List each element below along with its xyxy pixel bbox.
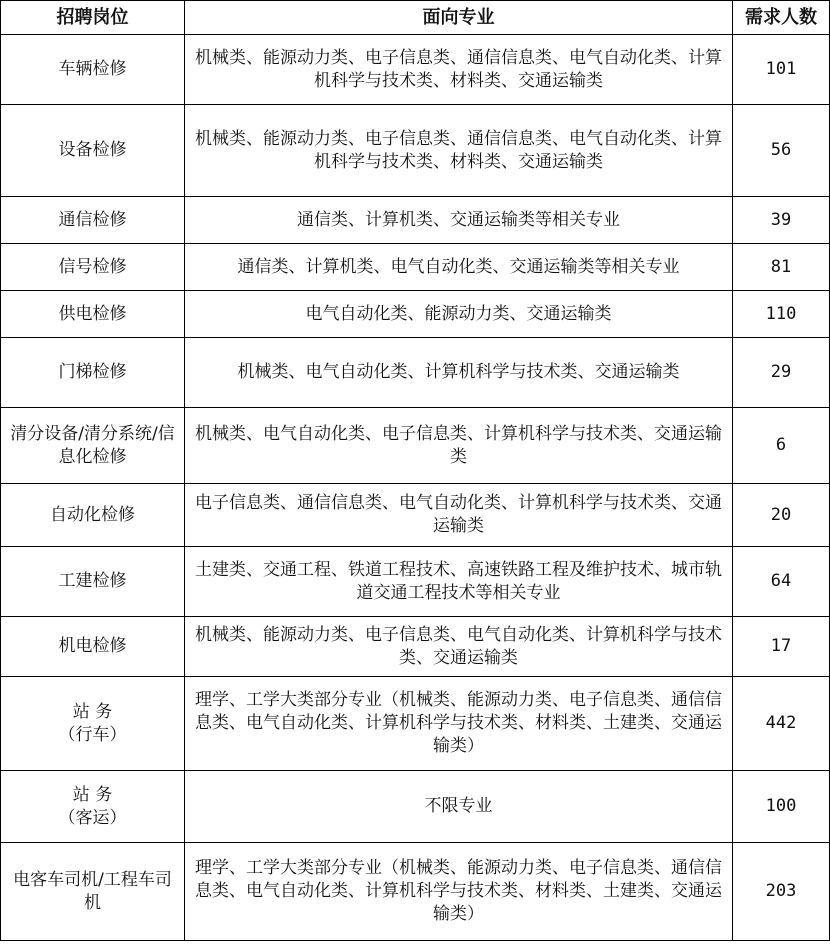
count-cell: 39	[733, 197, 830, 244]
major-cell: 机械类、能源动力类、电子信息类、电气自动化类、计算机科学与技术类、交通运输类	[185, 617, 733, 677]
count-cell: 64	[733, 547, 830, 617]
position-cell: 设备检修	[1, 105, 185, 197]
count-cell: 110	[733, 291, 830, 338]
table-row	[1, 291, 830, 338]
position-main: 站 务	[72, 701, 113, 722]
count-cell: 56	[733, 105, 830, 197]
position-cell: 自动化检修	[1, 484, 185, 547]
position-sub: （行车）	[58, 724, 127, 745]
major-cell: 土建类、交通工程、铁道工程技术、高速铁路工程及维护技术、城市轨道交通工程技术等相关专业	[185, 547, 733, 617]
table-row	[1, 484, 830, 547]
major-cell: 机械类、能源动力类、电子信息类、通信信息类、电气自动化类、计算机科学与技术类、材料类、交通运输类	[185, 105, 733, 197]
table-row	[1, 35, 830, 105]
count-cell: 203	[733, 843, 830, 941]
count-cell: 17	[733, 617, 830, 677]
major-cell: 理学、工学大类部分专业（机械类、能源动力类、电子信息类、通信信息类、电气自动化类、计算机科学与技术类、材料类、土建类、交通运输类）	[185, 843, 733, 941]
major-cell: 机械类、能源动力类、电子信息类、通信信息类、电气自动化类、计算机科学与技术类、材料类、交通运输类	[185, 35, 733, 105]
position-sub: （客运）	[58, 807, 127, 828]
header-position: 招聘岗位	[1, 1, 185, 35]
position-cell: 电客车司机/工程车司机	[1, 843, 185, 941]
position-cell: 工建检修	[1, 547, 185, 617]
table-row	[1, 677, 830, 771]
position-cell	[1, 771, 185, 843]
table-row	[1, 338, 830, 408]
position-cell: 机电检修	[1, 617, 185, 677]
count-cell: 20	[733, 484, 830, 547]
position-cell: 车辆检修	[1, 35, 185, 105]
position-cell: 供电检修	[1, 291, 185, 338]
header-row	[1, 1, 830, 35]
major-cell: 机械类、电气自动化类、计算机科学与技术类、交通运输类	[185, 338, 733, 408]
table-row	[1, 547, 830, 617]
position-cell: 清分设备/清分系统/信息化检修	[1, 408, 185, 484]
position-cell: 门梯检修	[1, 338, 185, 408]
count-cell: 6	[733, 408, 830, 484]
major-cell: 通信类、计算机类、交通运输类等相关专业	[185, 197, 733, 244]
count-cell: 442	[733, 677, 830, 771]
major-cell: 电气自动化类、能源动力类、交通运输类	[185, 291, 733, 338]
position-cell: 通信检修	[1, 197, 185, 244]
major-cell: 机械类、电气自动化类、电子信息类、计算机科学与技术类、交通运输类	[185, 408, 733, 484]
major-cell: 电子信息类、通信信息类、电气自动化类、计算机科学与技术类、交通运输类	[185, 484, 733, 547]
major-cell: 理学、工学大类部分专业（机械类、能源动力类、电子信息类、通信信息类、电气自动化类、计算机科学与技术类、材料类、土建类、交通运输类）	[185, 677, 733, 771]
table-row	[1, 408, 830, 484]
header-count: 需求人数	[733, 1, 830, 35]
table-row	[1, 197, 830, 244]
table-row	[1, 105, 830, 197]
major-cell: 通信类、计算机类、电气自动化类、交通运输类等相关专业	[185, 244, 733, 291]
position-main: 站 务	[72, 784, 113, 805]
table-row	[1, 843, 830, 941]
count-cell: 29	[733, 338, 830, 408]
count-cell: 81	[733, 244, 830, 291]
position-cell	[1, 677, 185, 771]
table-row	[1, 771, 830, 843]
count-cell: 101	[733, 35, 830, 105]
major-cell: 不限专业	[185, 771, 733, 843]
header-major: 面向专业	[185, 1, 733, 35]
count-cell: 100	[733, 771, 830, 843]
table-row	[1, 617, 830, 677]
position-cell: 信号检修	[1, 244, 185, 291]
table-row	[1, 244, 830, 291]
